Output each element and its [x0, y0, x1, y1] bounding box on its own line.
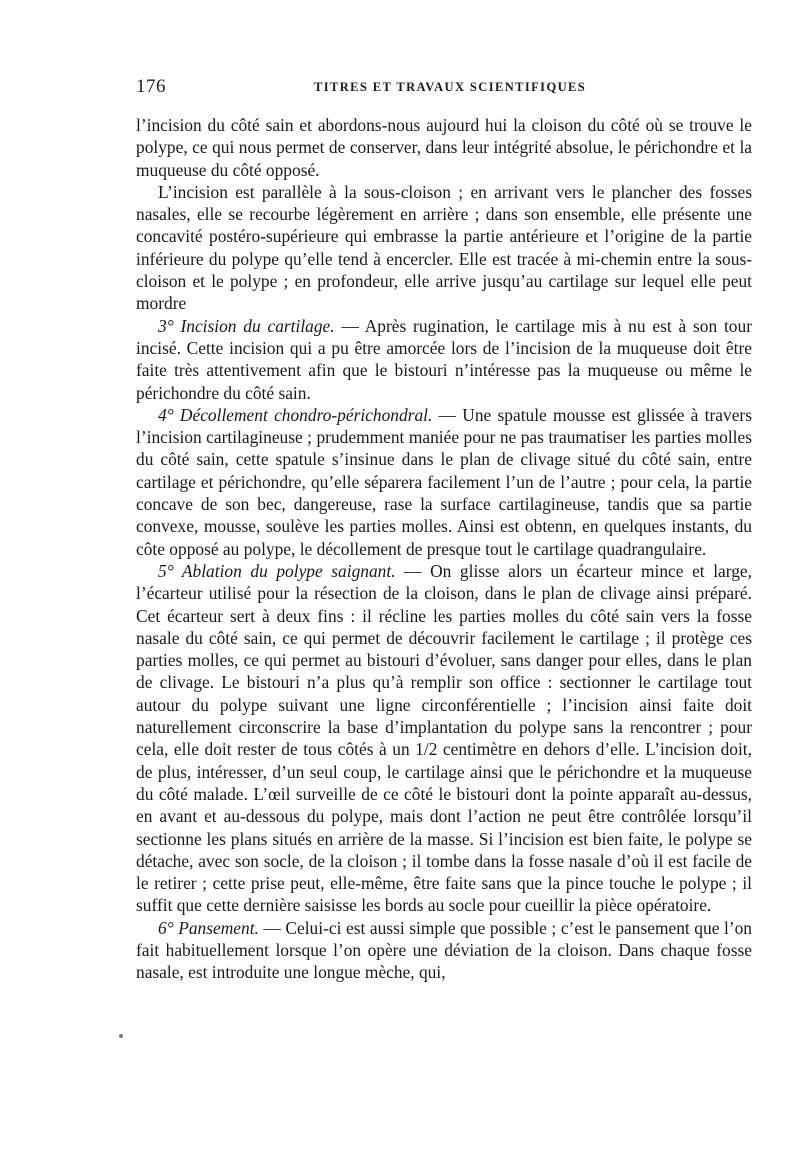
paragraph-incision-description: L’incision est parallèle à la sous-cloison ; en arrivant vers le plancher des fosses nasales, elle se recourbe légèrement en arrière ; dans son ensemble, elle présente une concavité postéro-supérieure qui embrasse la partie antérieure et l’origine de la partie inférieure du polype qu’elle tend à encercler. Elle est tracée à mi-chemin entre la sous-cloison et le polype ; en profondeur, elle arrive jusqu’au cartilage sur lequel elle peut mordre [136, 181, 752, 314]
step-3-heading: 3° Incision du cartilage. [158, 315, 335, 336]
body-text [136, 114, 752, 984]
paragraph-step-6 [136, 917, 752, 984]
step-5-heading: 5° Ablation du polype saignant. [158, 560, 396, 581]
print-speck [119, 1034, 123, 1038]
paragraph-continuation: l’incision du côté sain et abordons-nous aujourd hui la cloison du côté où se trouve le polype, ce qui nous permet de conserver, dans leur intégrité absolue, le périchondre et la muqueuse du côté opposé. [136, 115, 752, 180]
paragraph-step-4 [136, 404, 752, 560]
paragraph-step-3 [136, 315, 752, 404]
paragraph-step-5 [136, 560, 752, 917]
page-number: 176 [136, 76, 166, 97]
step-4-heading: 4° Décollement chondro-périchondral. [158, 404, 433, 425]
step-5-text: — On glisse alors un écarteur mince et large, l’écarteur utilisé pour la résection de la cloison, dans le plan de clivage ainsi préparé. Cet écarteur sert à deux fins : il récline les parties molles du côté sain vers la fosse nasale du côté sain, ce qui permet de découvrir facilement le cartilage ; il protège ces parties molles, ce qui permet au bistouri d’évoluer, sans danger pour elles, dans le plan de clivage. Le bistouri n’a plus qu’à remplir son office : sectionner le cartilage tout autour du polype suivant une ligne circonférentielle ; l’incision ainsi faite doit naturellement circonscrire la base d’implantation du polype sans la rencontrer ; pour cela, elle doit rester de tous côtés à un 1/2 centimètre en dehors d’elle. L’incision doit, de plus, intéresser, d’un seul coup, le cartilage ainsi que le périchondre et la muqueuse du côté malade. L’œil surveille de ce côté le bistouri dont la pointe apparaît au-dessus, en avant et au-dessous du polype, mais dont l’action ne peut être contrôlée lorsqu’il sectionne les plans situés en arrière de la masse. Si l’incision est bien faite, le polype se détache, avec son socle, de la cloison ; il tombe dans la fosse nasale d’où il est facile de le retirer ; cette prise peut, elle-même, être faite sans que la pince touche le polype ; il suffit que cette dernière saisisse les bords au socle pour cueillir la pièce opératoire. [136, 560, 752, 916]
step-6-text: — Celui-ci est aussi simple que possible ; c’est le pansement que l’on fait habituellement lorsque l’on opère une déviation de la cloison. Dans chaque fosse nasale, est introduite une longue mèche, qui, [136, 917, 752, 983]
page-header [136, 76, 752, 100]
running-title: TITRES ET TRAVAUX SCIENTIFIQUES [314, 80, 587, 94]
step-3-text: — Après rugination, le cartilage mis à nu est à son tour incisé. Cette incision qui a pu être amorcée lors de l’incision de la muqueuse doit être faite très attentivement afin que le bistouri n’intéresse pas la muqueuse ou même le périchondre du côté sain. [136, 315, 752, 403]
step-6-heading: 6° Pansement. [158, 917, 259, 938]
step-4-text: — Une spatule mousse est glissée à travers l’incision cartilagineuse ; prudemment maniée pour ne pas traumatiser les parties molles du côté sain, cette spatule s’insinue dans le plan de clivage situé du côté sain, entre cartilage et périchondre, qu’elle séparera facilement l’un de l’autre ; pour cela, la partie concave de son bec, dangereuse, rase la surface cartilagineuse, tandis que sa partie convexe, mousse, soulève les parties molles. Ainsi est obtenn, en quelques instants, du côte opposé au polype, le décollement de presque tout le cartilage quadrangulaire. [136, 404, 752, 559]
